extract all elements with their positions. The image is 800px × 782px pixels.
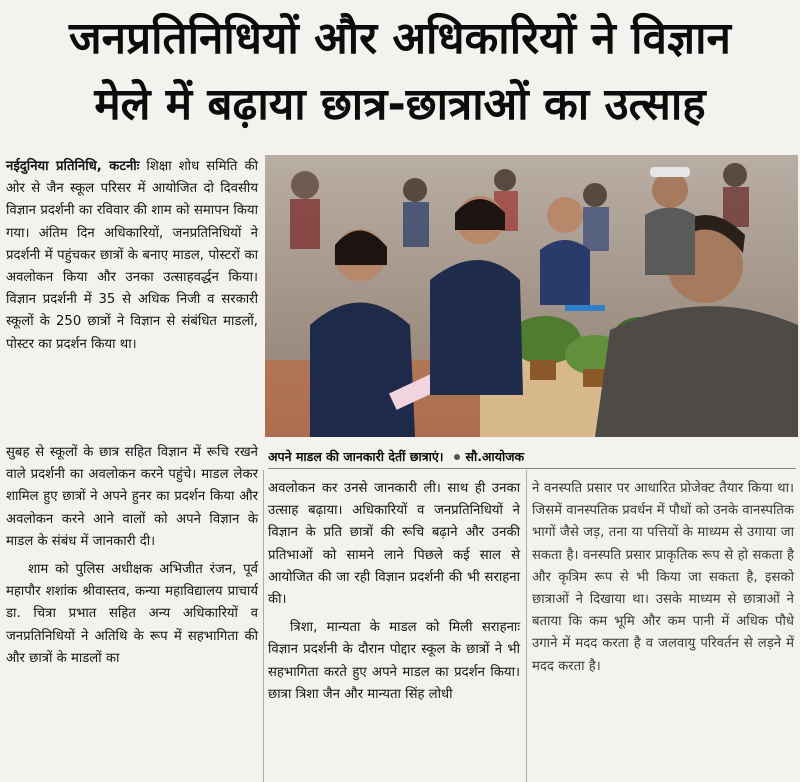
- article-intro-paragraph: [6, 156, 258, 356]
- article-paragraph-project: ने वनस्पति प्रसार पर आधारित प्रोजेक्ट तैयार किया था। जिसमें वानस्पतिक प्रवर्धन में पौधों को उनके वानस्पतिक भागों जैसे जड़, तना या पत्तियों के माध्यम से उगाया जा सकता है। वनस्पति प्रसार प्राकृतिक रूप से हो सकता है और कृत्रिम रूप से भी किया जा सकता है, इसको छात्राओं ने दिखाया था। उसके माध्यम से छात्राओं ने बताया कि कम भूमि और कम पानी में अधिक पौधे उगाने में मदद करता है व जलवायु परिवर्तन से लड़ने में मदद करता है।: [532, 481, 794, 674]
- column-divider-1: [263, 470, 264, 782]
- article-column-1: [6, 156, 258, 356]
- photo-credit: सौ.आयोजक: [465, 449, 525, 464]
- intro-text: शिक्षा शोध समिति की ओर से जैन स्कूल परिसर में आयोजित दो दिवसीय विज्ञान प्रदर्शनी का रविवार की शाम को समापन किया गया। अंतिम दिन अधिकारियों, जनप्रतिनिधियों ने प्रदर्शनी में पहुंचकर छात्रों के बनाए माडल, पोस्टरों का अवलोकन किया और उनका उत्साहवर्द्धन किया। विज्ञान प्रदर्शनी में 35 से अधिक निजी व सरकारी स्कूलों के 250 छात्रों ने विज्ञान से संबंधित माडलों, पोस्टर का प्रदर्शन किया था।: [6, 159, 258, 352]
- caption-separator-dot: [454, 454, 460, 460]
- article-paragraph-visitors: सुबह से स्कूलों के छात्र सहित विज्ञान में रूचि रखने वाले प्रदर्शनी का अवलोकन करने पहुंचे। माडल लेकर शामिल हुए छात्रों ने अपने हुनर का प्रदर्शन किया और अवलोकन करने आने वालों को अपने विज्ञान के माडल के संबंध में जानकारी दी।: [6, 445, 258, 549]
- article-paragraph-appreciation: अवलोकन कर उनसे जानकारी ली। साथ ही उनका उत्साह बढ़ाया। अधिकारियों व जनप्रतिनिधियों ने विज्ञान के प्रति छात्रों की रूचि बढ़ाने और उनकी प्रतिभाओं को सामने लाने पिछले कई साल से आयोजित की जा रही विज्ञान प्रदर्शनी की भी सराहना की।: [268, 481, 520, 608]
- photo-caption: [268, 446, 796, 469]
- headline-line-1: जनप्रतिनिधियों और अधिकारियों ने विज्ञान: [69, 13, 731, 64]
- caption-text: अपने माडल की जानकारी देतीं छात्राएं।: [268, 449, 444, 464]
- column-divider-2: [526, 470, 527, 782]
- headline-line-2: मेले में बढ़ाया छात्र-छात्राओं का उत्साह: [94, 79, 706, 130]
- article-paragraph-subhead: त्रिशा, मान्यता के माडल को मिली सराहनाः विज्ञान प्रदर्शनी के दौरान पोद्दार स्कूल के छात्रों ने भी सहभागिता करते हुए अपने माडल का प्रदर्शन किया। छात्रा त्रिशा जैन और मान्यता सिंह लोधी: [268, 620, 520, 702]
- article-column-1-lower: [6, 442, 258, 670]
- article-paragraph-guests: शाम को पुलिस अधीक्षक अभिजीत रंजन, पूर्व महापौर शशांक श्रीवास्तव, कन्या महाविद्यालय प्राचार्य डा. चित्रा प्रभात सहित अन्य अधिकारियों व जनप्रतिनिधियों ने अतिथि के रूप में सहभागिता की और छात्रों के माडलों का: [6, 562, 258, 666]
- article-column-3: [532, 478, 794, 678]
- news-photo: [265, 155, 798, 437]
- headline: [8, 6, 792, 146]
- dateline: नईदुनिया प्रतिनिधि, कटनीः: [6, 159, 140, 174]
- article-column-2: [268, 478, 520, 706]
- student-right-bg: [540, 197, 590, 305]
